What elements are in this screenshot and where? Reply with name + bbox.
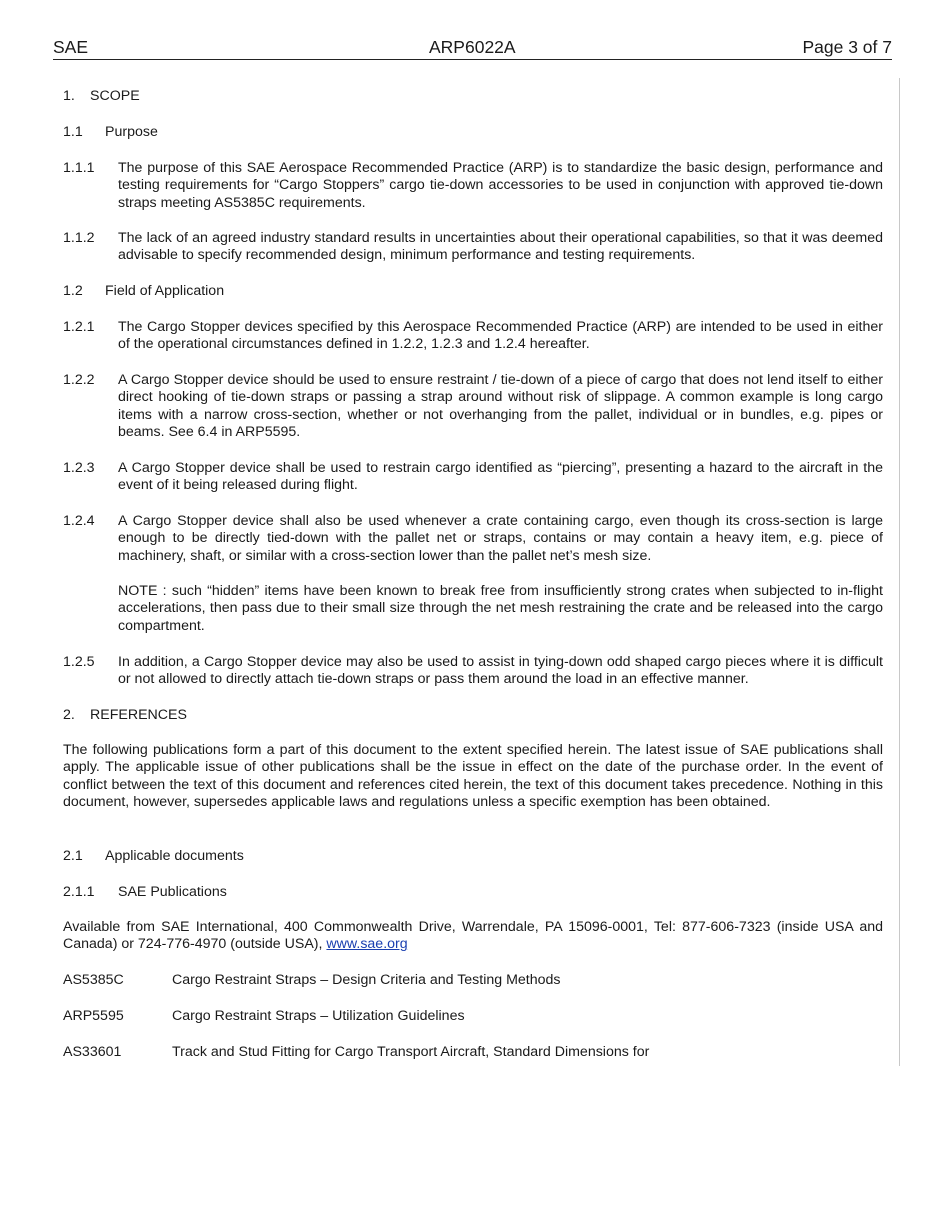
sae-website-link[interactable]: www.sae.org (326, 936, 408, 953)
section-heading-scope: 1. SCOPE (63, 88, 140, 104)
paragraph-number: 1.1.1 (63, 160, 95, 176)
paragraph-1-2-3 (63, 460, 883, 495)
paragraph-1-2-4 (63, 513, 883, 565)
margin-rule (899, 78, 900, 1066)
note-text: NOTE : such “hidden” items have been known to break free from insufficiently strong crates when subjected to in-flight accelerations, then pass due to their small size through the net mesh restraining the crate and be released into the cargo compartment. (118, 583, 883, 634)
paragraph-number: 1.2.4 (63, 513, 95, 529)
paragraph-number: 1.2.1 (63, 319, 95, 335)
paragraph-text: A Cargo Stopper device shall be used to restrain cargo identified as “piercing”, presenting a hazard to the aircraft in the event of it being released during flight. (118, 460, 883, 494)
paragraph-text: The purpose of this SAE Aerospace Recommended Practice (ARP) is to standardize the basic design, performance and testing requirements for “Cargo Stoppers” cargo tie-down accessories to be used in conjunction with approved tie-down straps meeting AS5385C requirements. (118, 160, 883, 211)
header-page-number: Page 3 of 7 (802, 37, 892, 57)
paragraph-text: A Cargo Stopper device shall also be used whenever a crate containing cargo, even though its cross-section is large enough to be directly tied-down with the pallet net or straps, contains or may contain a heavy item, e.g. piece of machinery, shaft, or similar with a cross-section lower than the pallet net’s mesh size. (118, 513, 883, 564)
paragraph-number: 1.2.3 (63, 460, 95, 476)
paragraph-references-intro: The following publications form a part of this document to the extent specified herein. The latest issue of SAE publications shall apply. The applicable issue of other publications shall be the issue in effect on the date of the purchase order. In the event of conflict between the text of this document and references cited herein, the text of this document takes precedence. Nothing in this document, however, supersedes applicable laws and regulations unless a specific exemption has been obtained. (63, 742, 883, 811)
paragraph-text: A Cargo Stopper device should be used to ensure restraint / tie-down of a piece of cargo that does not lend itself to either direct hooking of tie-down straps or passing a strap around without risk of slippage. A common example is long cargo items with a narrow cross-section, whether or not overhanging from the pallet, individual or in bundles, e.g. pipes or beams. See 6.4 in ARP5595. (118, 372, 883, 441)
reference-code: ARP5595 (63, 1008, 124, 1024)
paragraph-1-1-2 (63, 230, 883, 265)
reference-title: Cargo Restraint Straps – Utilization Guidelines (172, 1008, 465, 1024)
header-doc-number: ARP6022A (429, 37, 516, 57)
section-heading-references: 2. REFERENCES (63, 707, 187, 723)
paragraph-1-2-2 (63, 372, 883, 442)
reference-title: Track and Stud Fitting for Cargo Transport Aircraft, Standard Dimensions for (172, 1044, 650, 1060)
paragraph-text: The Cargo Stopper devices specified by this Aerospace Recommended Practice (ARP) are intended to be used in either of the operational circumstances defined in 1.2.2, 1.2.3 and 1.2.4 hereafter. (118, 319, 883, 353)
reference-item (63, 1044, 883, 1061)
availability-text: Available from SAE International, 400 Commonwealth Drive, Warrendale, PA 15096-0001, Tel: 877-606-7323 (inside USA and Canada) or 724-776-4970 (outside USA), (63, 919, 883, 953)
paragraph-1-2-1 (63, 319, 883, 354)
page-header (53, 37, 892, 60)
reference-title: Cargo Restraint Straps – Design Criteria and Testing Methods (172, 972, 561, 988)
section-heading-applicable-documents: 2.1 Applicable documents (63, 848, 244, 864)
section-heading-sae-publications: 2.1.1 SAE Publications (63, 884, 227, 900)
paragraph-number: 1.1.2 (63, 230, 95, 246)
paragraph-1-2-5 (63, 654, 883, 689)
header-org: SAE (53, 37, 89, 57)
paragraph-number: 1.2.5 (63, 654, 95, 670)
paragraph-text: The lack of an agreed industry standard results in uncertainties about their operational capabilities, so that it was deemed advisable to specify recommended design, minimum performance and testing requirements. (118, 230, 883, 264)
reference-code: AS5385C (63, 972, 124, 988)
reference-item (63, 972, 883, 989)
reference-code: AS33601 (63, 1044, 122, 1060)
section-heading-purpose: 1.1 Purpose (63, 124, 158, 140)
note-1-2-4 (63, 583, 883, 635)
section-heading-field-of-application: 1.2 Field of Application (63, 283, 225, 299)
paragraph-number: 1.2.2 (63, 372, 95, 388)
availability-paragraph (63, 919, 883, 954)
paragraph-text: In addition, a Cargo Stopper device may also be used to assist in tying-down odd shaped cargo pieces where it is difficult or not allowed to directly attach tie-down straps or pass them around the load in an effective manner. (118, 654, 883, 688)
reference-item (63, 1008, 883, 1025)
paragraph-1-1-1 (63, 160, 883, 212)
